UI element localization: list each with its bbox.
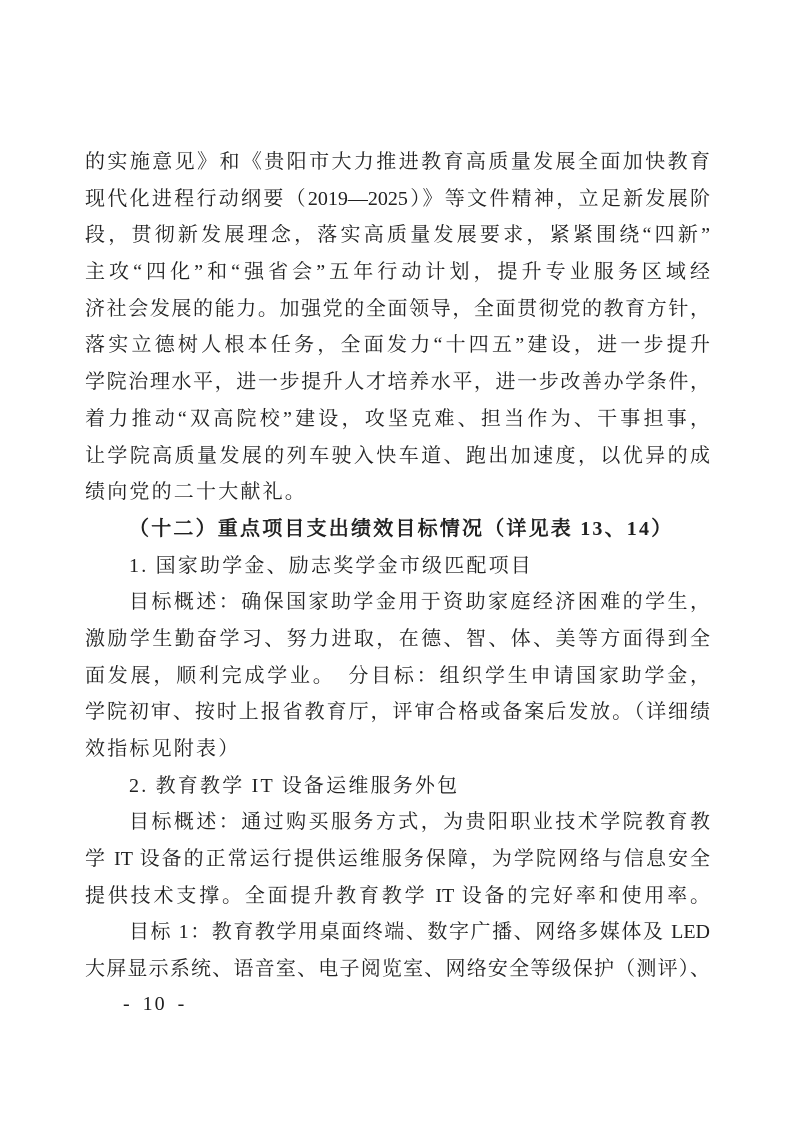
text-line: 效指标见附表） [85,738,241,760]
text-line: 提供技术支撑。全面提升教育教学 IT 设备的完好率和使用率。 [85,884,710,907]
text-line: 落实立德树人根本任务，全面发力“十四五”建设，进一步提升 [85,334,710,357]
text-line: 现代化进程行动纲要（2019—2025）》等文件精神，立足新发展阶 [85,187,710,210]
text-line: 大屏显示系统、语音室、电子阅览室、网络安全等级保护（测评）、 [85,958,710,981]
text-line: 2. 教育教学 IT 设备运维服务外包 [129,774,460,797]
text-line: 学院治理水平，进一步提升人才培养水平，进一步改善办学条件， [85,371,710,394]
text-line: 济社会发展的能力。加强党的全面领导，全面贯彻党的教育方针， [85,297,710,320]
page-number: - 10 - [123,993,187,1015]
text-line: 面发展，顺利完成学业。 分目标：组织学生申请国家助学金， [85,664,710,687]
text-line: 的实施意见》和《贵阳市大力推进教育高质量发展全面加快教育 [85,151,710,173]
text-line: 激励学生勤奋学习、努力进取，在德、智、体、美等方面得到全 [85,627,710,650]
text-line: 着力推动“双高院校”建设，攻坚克难、担当作为、干事担事， [85,407,710,430]
text-line: 主攻“四化”和“强省会”五年行动计划，提升专业服务区域经 [85,261,710,284]
text-line: 学 IT 设备的正常运行提供运维服务保障，为学院网络与信息安全 [85,848,710,871]
text-line: 绩向党的二十大献礼。 [85,481,307,504]
text-line: 段，贯彻新发展理念，落实高质量发展要求，紧紧围绕“四新” [85,224,710,247]
text-line: 目标概述：通过购买服务方式，为贵阳职业技术学院教育教 [129,811,710,834]
text-line: 目标 1：教育教学用桌面终端、数字广播、网络多媒体及 LED [129,921,710,944]
section-heading: （十二）重点项目支出绩效目标情况（详见表 13、14） [129,517,674,540]
text-line: 学院初审、按时上报省教育厅，评审合格或备案后发放。（详细绩 [85,701,710,724]
text-line: 1. 国家助学金、励志奖学金市级匹配项目 [129,554,533,577]
document-body [85,144,710,988]
text-line: 目标概述：确保国家助学金用于资助家庭经济困难的学生， [129,591,710,614]
text-line: 让学院高质量发展的列车驶入快车道、跑出加速度，以优异的成 [85,444,710,467]
